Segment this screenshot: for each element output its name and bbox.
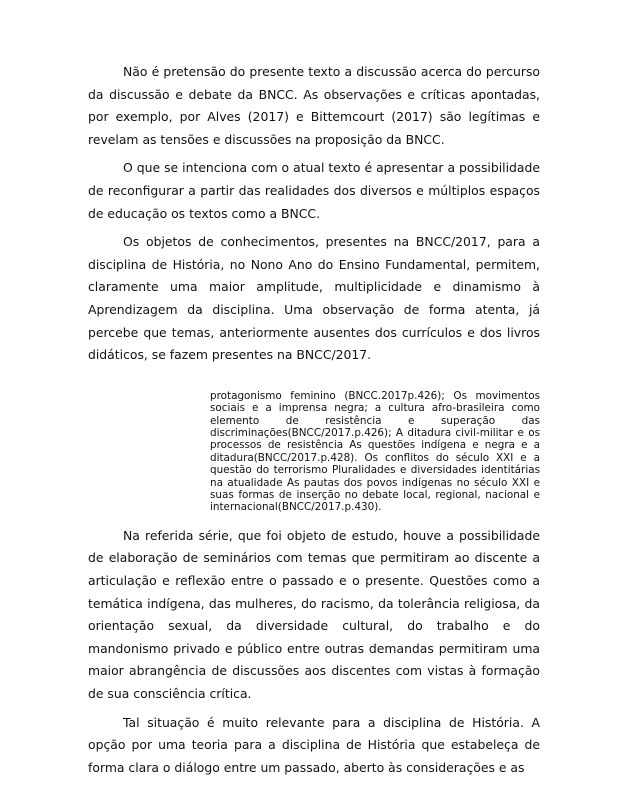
paragraph-intention: O que se intenciona com o atual texto é apresentar a possibilidade de reconfigurar a partir das realidades dos diversos e múltiplos espaços de educação os textos como a BNCC.: [88, 160, 540, 221]
paragraph-relevance: Tal situação é muito relevante para a disciplina de História. A opção por uma teoria para a disciplina de História que estabeleça de forma clara o diálogo entre um passado, aberto às considerações e as: [88, 714, 540, 775]
block-quote: protagonismo feminino (BNCC.2017p.426); Os movimentos sociais e a imprensa negra; a cultura afro-brasileira como elemento de resistência e superação das discriminações(BNCC/2017.p.426); A ditadura civil-militar e os processos de resistência As questões indígena e negra e a ditadura(BNCC/2017.p.428). Os conflitos do século XXI e a questão do terrorismo Pluralidades e diversidades identitárias na atualidade As pautas dos povos indígenas no século XXI e suas formas de inserção no debate local, regional, nacional e internacional(BNCC/2017.p.430).: [210, 389, 540, 514]
paragraph-bncc-debate: Não é pretensão do presente texto a discussão acerca do percurso da discussão e debate da BNCC. As observações e críticas apontadas, por exemplo, por Alves (2017) e Bittemcourt (2017) são legítimas e revelam as tensões e discussões na proposição da BNCC.: [88, 64, 540, 147]
paragraph-knowledge-objects: Os objetos de conhecimentos, presentes na BNCC/2017, para a disciplina de História, no Nono Ano do Ensino Fundamental, permitem, claramente uma maior amplitude, multiplicidade e dinamismo à Aprendizagem da disciplina. Uma observação de forma atenta, já percebe que temas, anteriormente ausentes dos currículos e dos livros didáticos, se fazem presentes na BNCC/2017.: [88, 234, 540, 363]
document-page: [88, 61, 540, 779]
paragraph-seminars: Na referida série, que foi objeto de estudo, houve a possibilidade de elaboração de seminários com temas que permitiram ao discente a articulação e reflexão entre o passado e o presente. Questões como a temática indígena, das mulheres, do racismo, da tolerância religiosa, da orientação sexual, da diversidade cultural, do trabalho e do mandonismo privado e público entre outras demandas permitiram uma maior abrangência de discussões aos discentes com vistas à formação de sua consciência crítica.: [88, 527, 540, 701]
